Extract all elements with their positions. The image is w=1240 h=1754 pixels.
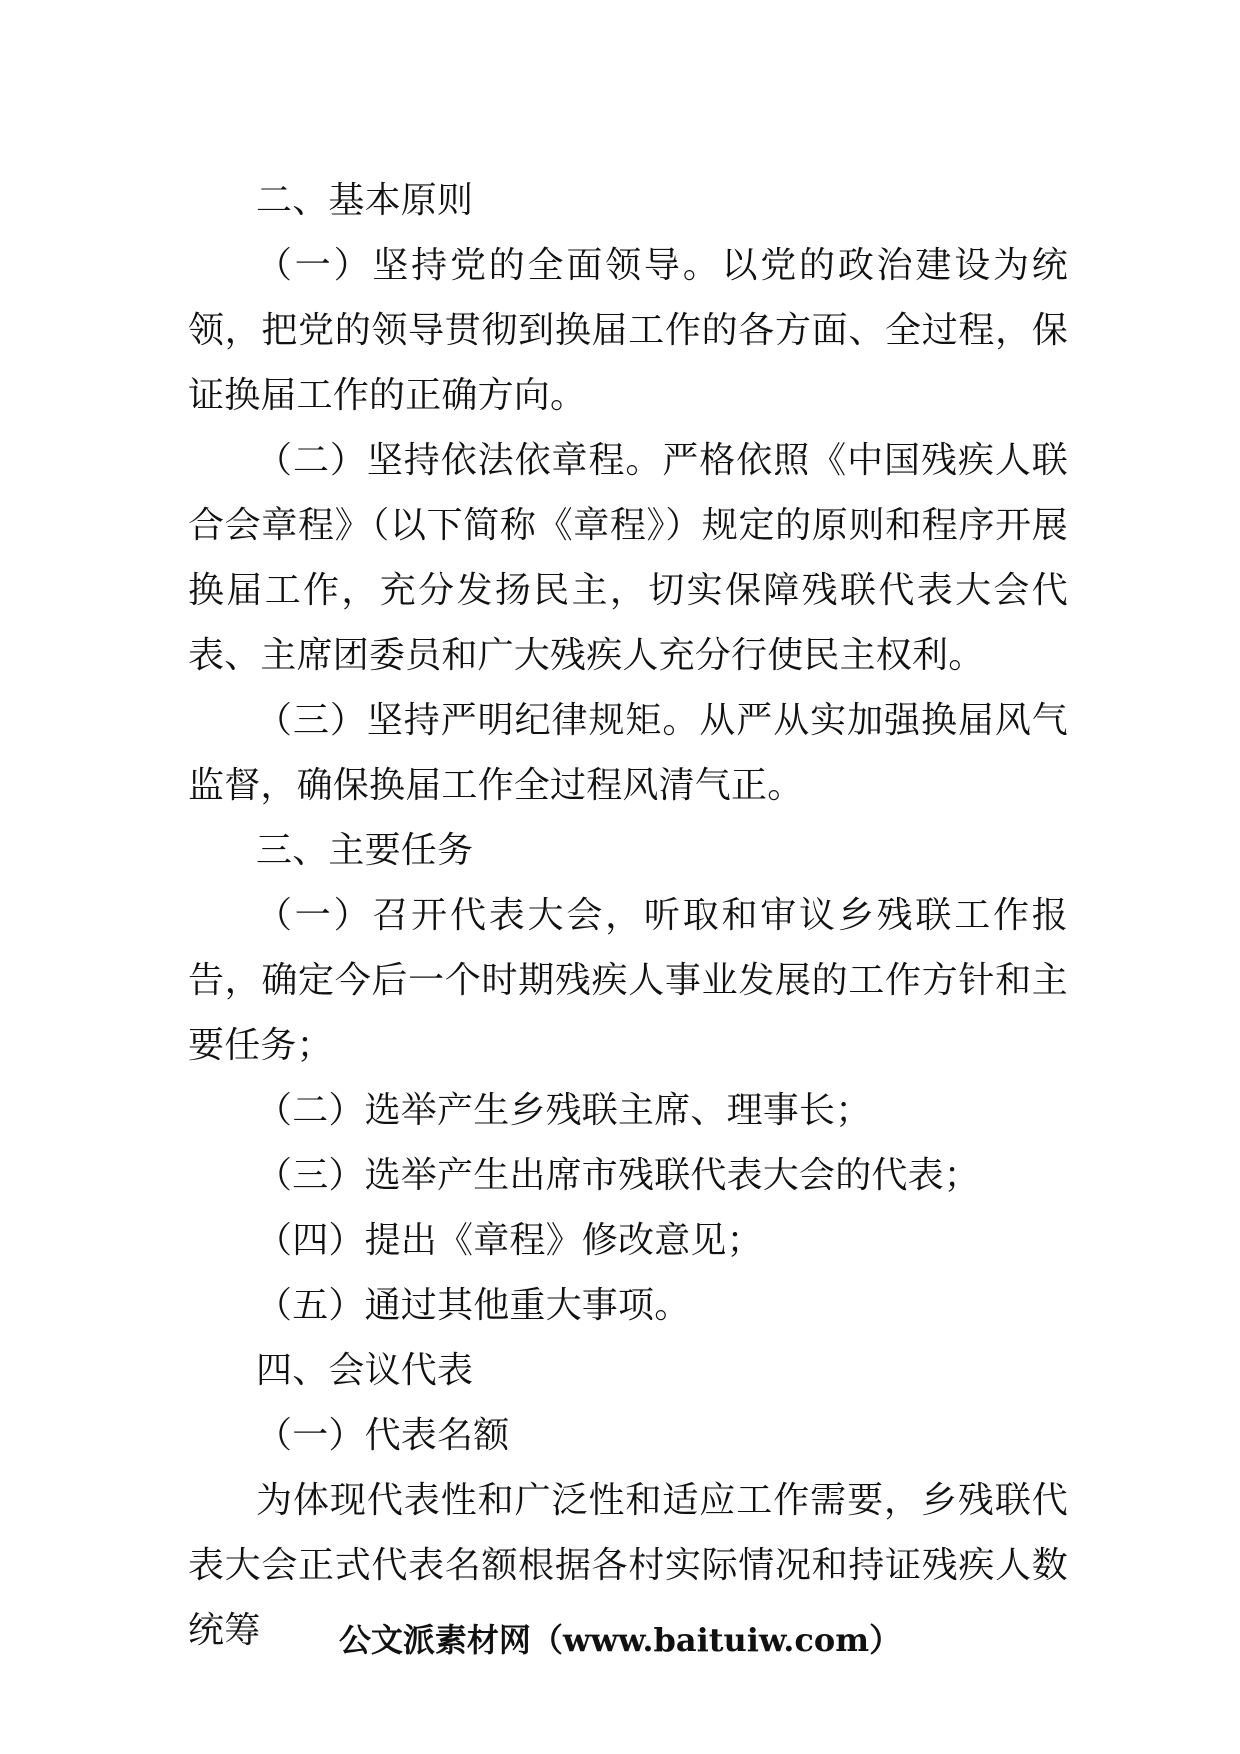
heading-delegates: 四、会议代表 xyxy=(256,1350,474,1391)
subheading-delegate-quota: （一）代表名额 xyxy=(256,1415,510,1456)
heading-main-tasks: 三、主要任务 xyxy=(256,830,474,871)
paragraph-party-leadership: （一）坚持党的全面领导。以党的政治建设为统领，把党的领导贯彻到换届工作的各方面、全过程，保证换届工作的正确方向。 xyxy=(188,245,1068,416)
list-item-task-2: （二）选举产生乡残联主席、理事长； xyxy=(256,1090,872,1131)
heading-basic-principles: 二、基本原则 xyxy=(256,180,474,221)
list-item-task-5: （五）通过其他重大事项。 xyxy=(256,1285,691,1326)
list-item-task-3: （三）选举产生出席市残联代表大会的代表； xyxy=(256,1155,981,1196)
paragraph-discipline: （三）坚持严明纪律规矩。从严从实加强换届风气监督，确保换届工作全过程风清气正。 xyxy=(188,700,1068,806)
list-item-task-4: （四）提出《章程》修改意见； xyxy=(256,1220,763,1261)
document-body xyxy=(188,168,1068,1663)
paragraph-delegate-quota: 为体现代表性和广泛性和适应工作需要，乡残联代表大会正式代表名额根据各村实际情况和持证残疾人数统筹 xyxy=(188,1480,1068,1651)
footer-watermark: 公文派素材网（www.baituiw.com） xyxy=(338,1621,902,1659)
paragraph-rule-of-law: （二）坚持依法依章程。严格依照《中国残疾人联合会章程》（以下简称《章程》）规定的原则和程序开展换届工作，充分发扬民主，切实保障残联代表大会代表、主席团委员和广大残疾人充分行使民主权利。 xyxy=(188,440,1068,676)
list-item-task-1: （一）召开代表大会，听取和审议乡残联工作报告，确定今后一个时期残疾人事业发展的工作方针和主要任务； xyxy=(188,895,1068,1066)
